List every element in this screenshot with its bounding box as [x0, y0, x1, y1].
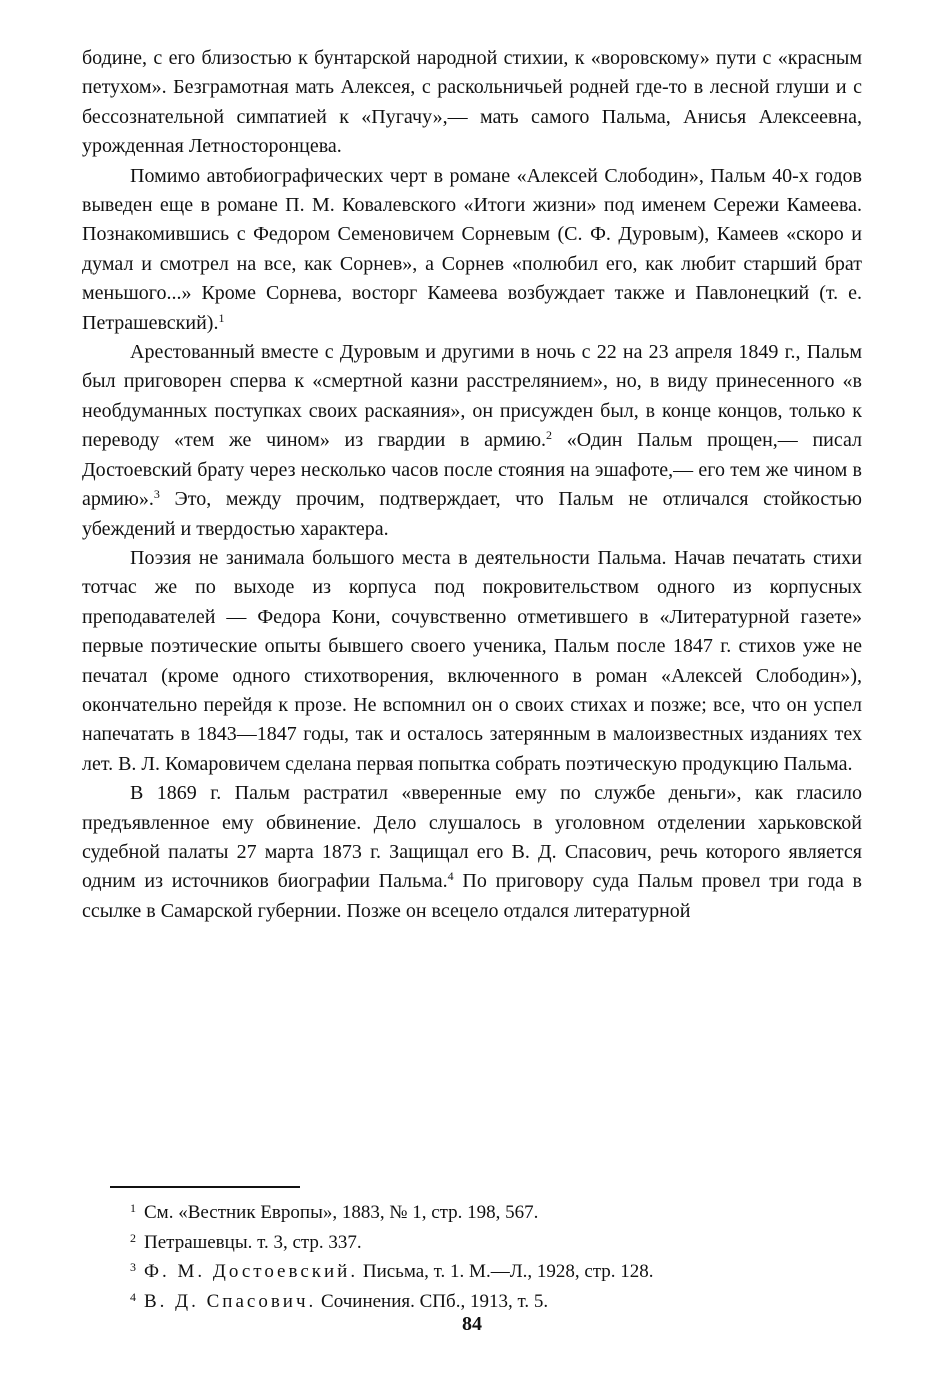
footnote-3 [130, 1255, 870, 1285]
footnote-number: 1 [130, 1201, 136, 1215]
page-number: 84 [462, 1313, 482, 1335]
paragraph-5-text-a: В 1869 г. Пальм растратил «вверенные ему по службе деньги», как гласило предъявленное ему обвинение. Дело слушалось в уголовном отделении харьковской судебной палаты 27 марта 1873 г. Защищал его В. Д. Спасович, речь которого является одним из источников биографии Пальма. [82, 782, 862, 893]
paragraph-5 [82, 779, 862, 926]
footnote-4 [130, 1285, 870, 1315]
footnote-number: 4 [130, 1289, 136, 1304]
paragraph-4 [82, 544, 862, 779]
footnote-ref-3: 3 [153, 487, 160, 502]
footnote-ref-4: 4 [447, 869, 454, 884]
paragraph-2 [82, 162, 862, 338]
page-body [82, 44, 862, 926]
footnote-text: Письма, т. 1. М.—Л., 1928, стр. 128. [362, 1261, 654, 1282]
footnotes [130, 1196, 870, 1314]
footnote-text: См. «Вестник Европы», 1883, № 1, стр. 198, 567. [144, 1202, 539, 1223]
paragraph-3 [82, 338, 862, 544]
paragraph-5-text-b: По приговору суда Пальм провел три года в ссылке в Самарской губернии. Позже он всецело отдался литературной [82, 870, 862, 922]
paragraph-3-text-c: Это, между прочим, подтверждает, что Пальм не отличался стойкостью убеждений и твердостью характера. [82, 488, 863, 540]
footnote-2 [130, 1226, 870, 1256]
paragraph-1 [82, 44, 862, 162]
paragraph-3-text-a: Арестованный вместе с Дуровым и другими в ночь с 22 на 23 апреля 1849 г., Пальм был приговорен сперва к «смертной казни расстрелянием», но, в виду принесенного «в необдуманных поступках своих раскаяния», он присужден был, в конце концов, только к переводу «тем же чином» из гвардии в армию. [82, 341, 862, 452]
footnote-1 [130, 1196, 870, 1226]
footnote-number: 3 [130, 1260, 136, 1274]
footnote-text: Сочинения. СПб., 1913, т. 5. [321, 1290, 549, 1312]
footnote-ref-1: 1 [218, 310, 225, 325]
footnote-number: 2 [130, 1230, 136, 1245]
footnote-divider [110, 1186, 300, 1188]
paragraph-1-text: бодине, с его близостью к бунтарской народной стихии, к «воровскому» пути с «красным петухом». Безграмотная мать Алексея, с раскольничьей родней где-то в лесной глуши и с бессознательной симпатией к «Пугачу»,— мать самого Пальма, Анисья Алексеевна, урожденная Летносторонцева. [82, 47, 862, 158]
footnote-ref-2: 2 [546, 428, 553, 443]
paragraph-3-text-b: «Один Пальм прощен,— писал Достоевский брату через несколько часов после стояния на эшафоте,— его тем же чином в армию». [82, 429, 863, 511]
footnote-author: Ф. М. Достоевский. [144, 1261, 359, 1282]
paragraph-2-text: Помимо автобиографических черт в романе «Алексей Слободин», Пальм 40-х годов выведен еще в романе П. М. Ковалевского «Итоги жизни» под именем Сережи Камеева. Познакомившись с Федором Семеновичем Сорневым (С. Ф. Дуровым), Камеев «скоро и думал и смотрел на все, как Сорнев», а Сорнев «полюбил его, как любит старший брат меньшого...» Кроме Сорнева, восторг Камеева возбуждает также и Павлонецкий (т. е. Петрашевский). [82, 164, 862, 334]
footnote-text: Петрашевцы. т. 3, стр. 337. [144, 1231, 362, 1253]
footnote-author: В. Д. Спасович. [144, 1290, 317, 1312]
paragraph-4-text: Поэзия не занимала большого места в деятельности Пальма. Начав печатать стихи тотчас же по выходе из корпуса под покровительством одного из корпусных преподавателей — Федора Кони, сочувственно отметившего в «Литературной газете» первые поэтические опыты бывшего своего ученика, Пальм после 1847 г. стихов уже не печатал (кроме одного стихотворения, включенного в роман «Алексей Слободин»), окончательно перейдя к прозе. Не вспомнил он о своих стихах и позже; все, что он успел напечатать в 1843—1847 годы, так и осталось затерянным в малоизвестных изданиях тех лет. В. Л. Комаровичем сделана первая попытка собрать поэтическую продукцию Пальма. [82, 546, 862, 775]
